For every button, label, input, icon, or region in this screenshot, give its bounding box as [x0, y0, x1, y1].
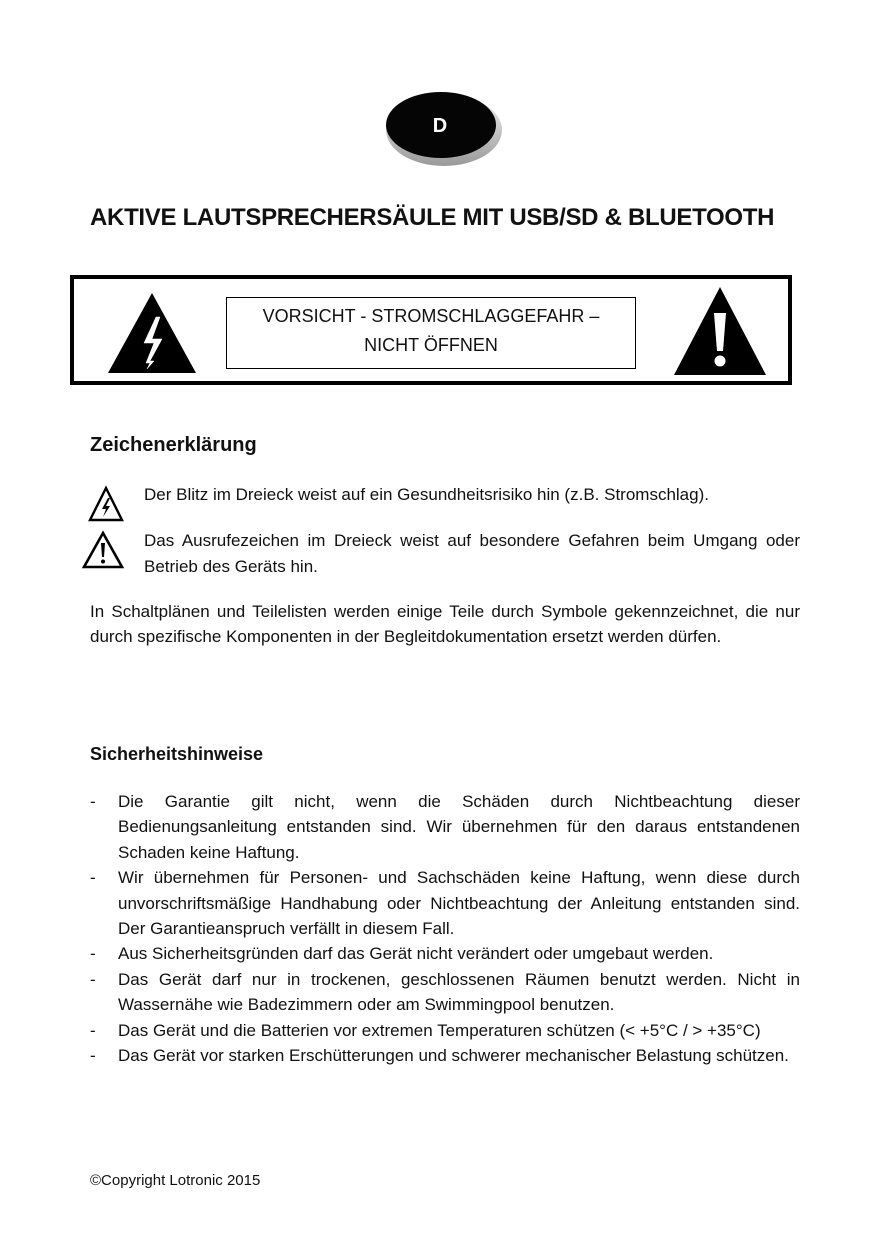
list-item: - Das Gerät vor starken Erschütterungen und schwerer mechanischer Belastung schützen.	[90, 1046, 789, 1066]
lightning-triangle-icon	[106, 291, 198, 375]
country-badge	[384, 88, 504, 168]
legend-exclamation-text: Das Ausrufezeichen im Dreieck weist auf besondere Gefahren beim Umgang oder Betrieb des Geräts hin.	[144, 531, 800, 576]
safety-heading: Sicherheitshinweise	[90, 744, 264, 764]
list-item: - Die Garantie gilt nicht, wenn die Schäden durch Nichtbeachtung dieser Bedienungsanleitung entstanden sind. Wir übernehmen für den daraus entstandenen Schaden keine Haftung.	[90, 792, 800, 862]
warning-label	[226, 297, 636, 369]
legend-exclamation-row	[90, 528, 800, 580]
exclamation-icon	[82, 530, 124, 570]
copyright-footer: ©Copyright Lotronic 2015	[90, 1172, 261, 1189]
list-item: - Das Gerät und die Batterien vor extremen Temperaturen schützen (< +5°C / > +35°C)	[90, 1020, 761, 1040]
shock-warning-box	[70, 275, 792, 385]
warning-line-2: NICHT ÖFFNEN	[364, 335, 498, 355]
legend-paragraph: In Schaltplänen und Teilelisten werden einige Teile durch Symbole gekennzeichnet, die nur durch spezifische Komponenten in der Begleitdokumentation ersetzt werden dürfen.	[90, 602, 800, 646]
list-item: - Wir übernehmen für Personen- und Sachschäden keine Haftung, wenn diese durch unvorschriftsmäßige Handhabung oder Nichtbeachtung der Anleitung entstanden sind. Der Garantieanspruch verfällt in diesem Fall.	[90, 868, 800, 939]
list-item: - Aus Sicherheitsgründen darf das Gerät nicht verändert oder umgebaut werden.	[90, 944, 714, 964]
legend-lightning-row	[90, 482, 800, 524]
lightning-icon	[88, 485, 124, 523]
legend-lightning-text: Der Blitz im Dreieck weist auf ein Gesundheitsrisiko hin (z.B. Stromschlag).	[144, 485, 709, 504]
exclamation-triangle-icon	[672, 285, 768, 377]
safety-list	[90, 789, 800, 1068]
list-item: - Das Gerät darf nur in trockenen, geschlossenen Räumen benutzt werden. Nicht in Wassernähe wie Badezimmern oder am Swimmingpool benutzen.	[90, 969, 800, 1015]
page-title: AKTIVE LAUTSPRECHERSÄULE MIT USB/SD & BLUETOOTH	[90, 204, 775, 231]
legend-heading: Zeichenerklärung	[90, 434, 257, 456]
warning-line-1: VORSICHT - STROMSCHLAGGEFAHR –	[262, 306, 600, 326]
badge-letter: D	[432, 115, 448, 137]
